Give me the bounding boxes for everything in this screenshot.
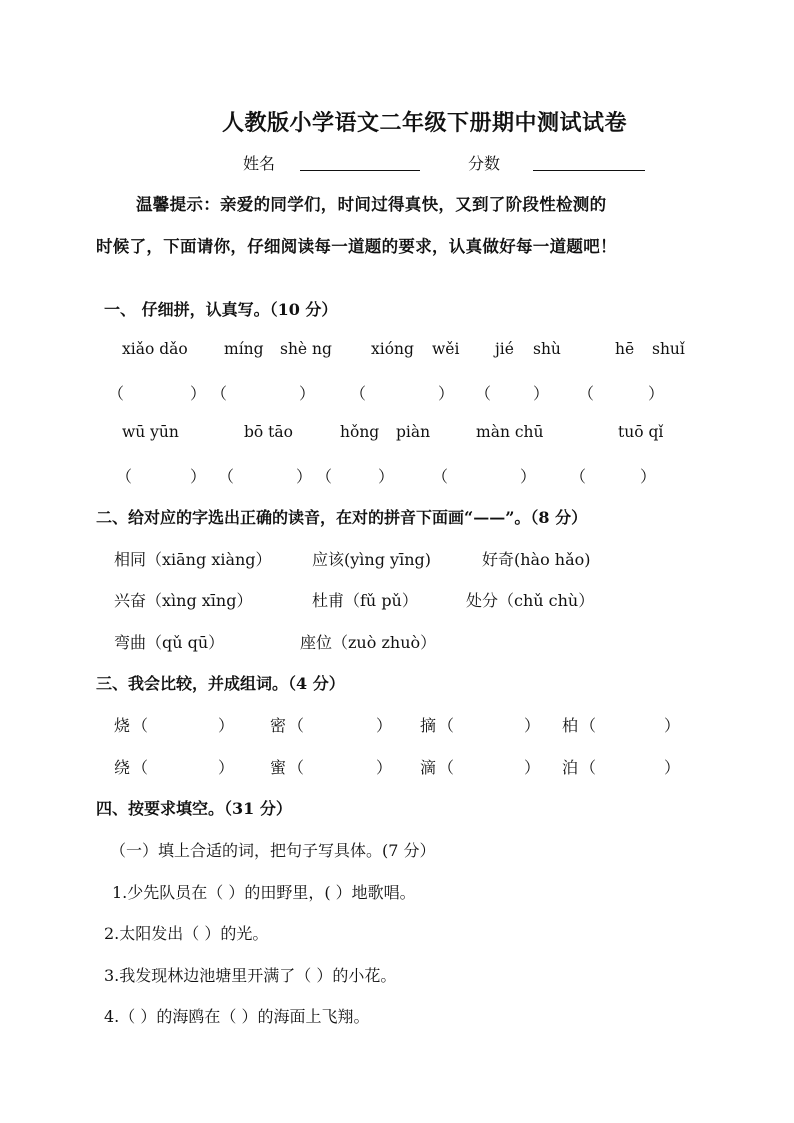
page-title: 人教版小学语文二年级下册期中测试试卷 — [222, 110, 628, 136]
section-3-heading: 三、我会比较，并成组词。（4 分） — [96, 674, 345, 693]
pronunciation-item: 好奇(hào hǎo) — [482, 550, 591, 569]
answer-paren-open: （ — [132, 758, 149, 777]
pinyin-item: shù — [533, 340, 561, 358]
pinyin-item: shè ng — [280, 340, 332, 358]
answer-paren-open: （ — [570, 467, 587, 486]
compare-char: 柏 — [562, 716, 579, 735]
answer-paren-open: （ — [580, 716, 597, 735]
pronunciation-item: 弯曲（qǔ qū） — [114, 633, 225, 652]
pinyin-item: piàn — [396, 423, 431, 441]
answer-paren-open: （ — [211, 384, 228, 403]
answer-paren-open: （ — [475, 384, 492, 403]
answer-paren-close: ） — [664, 758, 681, 777]
answer-paren-open: （ — [288, 716, 305, 735]
pinyin-item: míng — [224, 340, 264, 358]
compare-char: 蜜 — [270, 758, 287, 777]
fill-sentence: 4.（ ）的海鸥在（ ）的海面上飞翔。 — [104, 1007, 370, 1026]
answer-paren-close: ） — [376, 758, 393, 777]
answer-paren-close: ） — [520, 467, 537, 486]
pronunciation-item: 应该(yìng yīng) — [312, 550, 431, 569]
pinyin-item: hē — [615, 340, 635, 358]
answer-paren-open: （ — [288, 758, 305, 777]
pinyin-item: xiǎo dǎo — [122, 340, 188, 358]
answer-paren-close: ） — [664, 716, 681, 735]
tip-line-1: 温馨提示：亲爱的同学们，时间过得真快，又到了阶段性检测的 — [136, 195, 607, 214]
answer-paren-close: ） — [299, 384, 316, 403]
answer-paren-open: （ — [132, 716, 149, 735]
name-label: 姓名 — [243, 154, 276, 173]
pinyin-item: màn chū — [476, 423, 544, 441]
answer-paren-close: ） — [648, 384, 665, 403]
answer-paren-open: （ — [438, 758, 455, 777]
answer-paren-close: ） — [524, 716, 541, 735]
answer-paren-close: ） — [438, 384, 455, 403]
sub-section-heading: （一）填上合适的词，把句子写具体。(7 分） — [110, 841, 436, 860]
pronunciation-item: 兴奋（xìng xīng） — [114, 591, 253, 610]
score-field[interactable] — [533, 170, 645, 171]
answer-paren-open: （ — [350, 384, 367, 403]
pinyin-item: tuō qǐ — [618, 423, 664, 441]
answer-paren-close: ） — [190, 467, 207, 486]
section-2-heading: 二、给对应的字选出正确的读音，在对的拼音下面画“——”。（8 分） — [96, 508, 588, 527]
answer-paren-open: （ — [116, 467, 133, 486]
pronunciation-item: 相同（xiāng xiàng） — [114, 550, 272, 569]
compare-char: 烧 — [114, 716, 131, 735]
answer-paren-close: ） — [640, 467, 657, 486]
answer-paren-close: ） — [533, 384, 550, 403]
answer-paren-open: （ — [432, 467, 449, 486]
pinyin-item: wū yūn — [122, 423, 179, 441]
score-label: 分数 — [468, 154, 501, 173]
name-field[interactable] — [300, 170, 420, 171]
answer-paren-close: ） — [218, 758, 235, 777]
pinyin-item: wěi — [432, 340, 460, 358]
answer-paren-open: （ — [316, 467, 333, 486]
answer-paren-open: （ — [108, 384, 125, 403]
pinyin-item: hǒng — [340, 423, 380, 441]
section-4-heading: 四、按要求填空。（31 分） — [96, 799, 292, 818]
compare-char: 泊 — [562, 758, 579, 777]
pinyin-item: xióng — [371, 340, 414, 358]
pronunciation-item: 杜甫（fǔ pǔ） — [312, 591, 418, 610]
answer-paren-open: （ — [578, 384, 595, 403]
answer-paren-close: ） — [296, 467, 313, 486]
pinyin-item: jié — [495, 340, 514, 358]
answer-paren-open: （ — [438, 716, 455, 735]
fill-sentence: 3.我发现林边池塘里开满了（ ）的小花。 — [104, 966, 397, 985]
compare-char: 密 — [270, 716, 287, 735]
compare-char: 滴 — [420, 758, 437, 777]
pronunciation-item: 处分（chǔ chù） — [466, 591, 595, 610]
compare-char: 绕 — [114, 758, 131, 777]
answer-paren-open: （ — [218, 467, 235, 486]
answer-paren-close: ） — [376, 716, 393, 735]
pinyin-item: shuǐ — [652, 340, 685, 358]
tip-line-2: 时候了，下面请你，仔细阅读每一道题的要求，认真做好每一道题吧！ — [96, 237, 617, 256]
answer-paren-close: ） — [524, 758, 541, 777]
fill-sentence: 1.少先队员在（ ）的田野里，( ）地歌唱。 — [112, 883, 416, 902]
answer-paren-close: ） — [218, 716, 235, 735]
section-1-heading: 一、 仔细拼，认真写。（10 分） — [104, 300, 338, 319]
answer-paren-close: ） — [378, 467, 395, 486]
fill-sentence: 2.太阳发出（ ）的光。 — [104, 924, 269, 943]
pronunciation-item: 座位（zuò zhuò） — [300, 633, 437, 652]
answer-paren-open: （ — [580, 758, 597, 777]
compare-char: 摘 — [420, 716, 437, 735]
answer-paren-close: ） — [190, 384, 207, 403]
pinyin-item: bō tāo — [244, 423, 293, 441]
